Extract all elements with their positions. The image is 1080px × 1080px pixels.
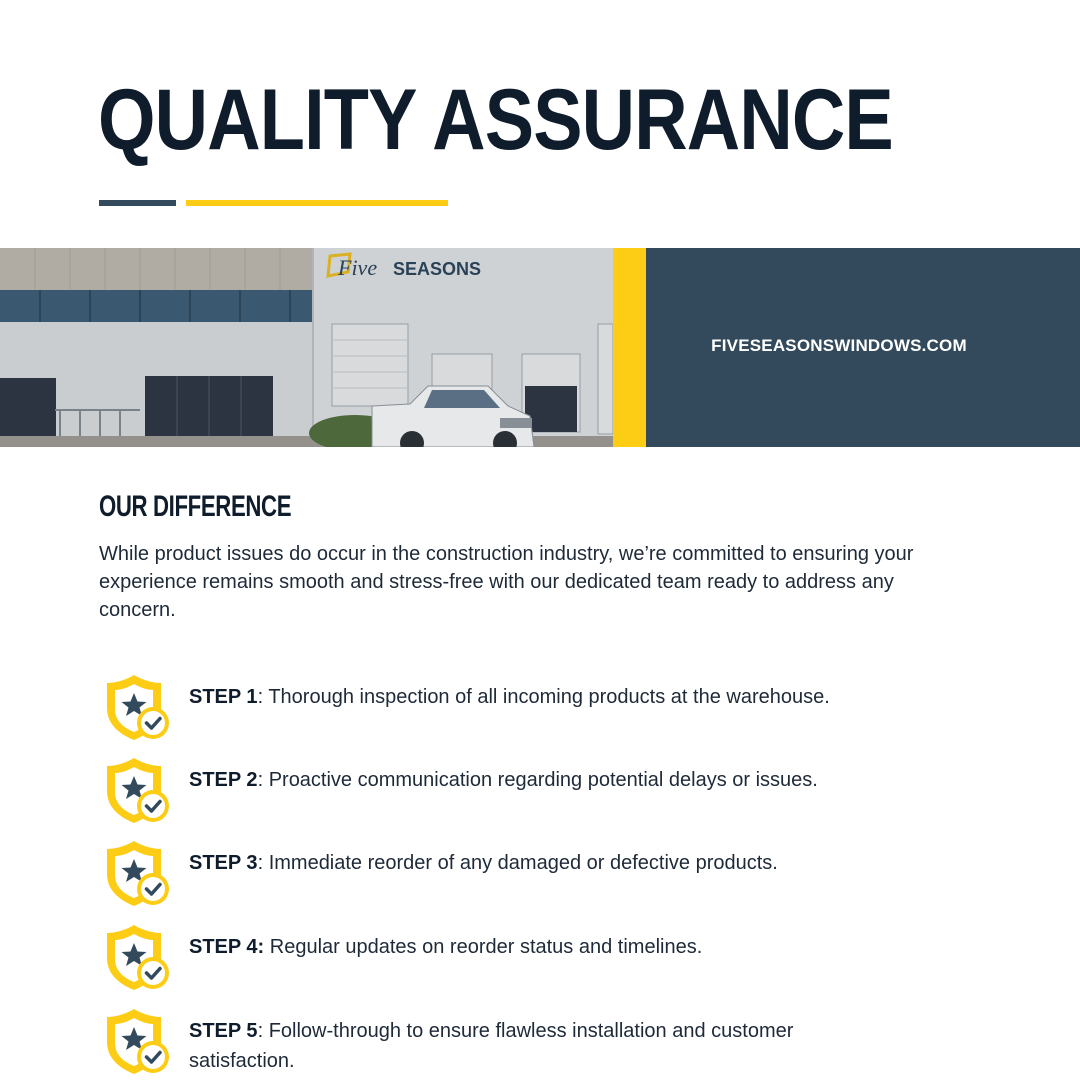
step-item: [104, 755, 984, 825]
step-text: [189, 1016, 889, 1076]
step-separator: :: [257, 769, 269, 791]
section-intro: While product issues do occur in the construction industry, we’re committed to ensuring your experience remains smooth and stress-free with our dedicated team ready to address any concern.: [99, 543, 914, 621]
step-description: Immediate reorder of any damaged or defective products.: [268, 852, 778, 874]
step-text: [189, 682, 889, 712]
shield-star-check-icon: [104, 755, 170, 825]
building-photo: [0, 248, 613, 447]
step-text: [189, 765, 889, 795]
sign-script: Five: [338, 255, 378, 280]
step-label: STEP 2: [189, 769, 258, 791]
step-label: STEP 5: [189, 1020, 258, 1042]
title-underline-dark: [99, 200, 176, 206]
step-label: STEP 1: [189, 686, 258, 708]
step-item: [104, 838, 984, 908]
step-description: Regular updates on reorder status and timelines.: [269, 936, 703, 958]
shield-star-check-icon: [104, 838, 170, 908]
step-item: [104, 672, 984, 742]
step-item: [104, 1006, 984, 1076]
banner: [0, 248, 1080, 447]
step-description: Follow-through to ensure flawless installation and customer satisfaction.: [189, 1020, 794, 1072]
step-label: STEP 3: [189, 852, 258, 874]
step-description: Thorough inspection of all incoming products at the warehouse.: [268, 686, 830, 708]
title-underline-yellow: [186, 200, 448, 206]
step-separator: :: [257, 686, 269, 708]
step-item: [104, 922, 984, 992]
step-text: [189, 848, 889, 878]
step-separator: :: [257, 1020, 269, 1042]
step-text: [189, 932, 889, 962]
section-heading: OUR DIFFERENCE: [99, 490, 292, 523]
banner-panel: [646, 248, 1080, 447]
banner-accent-band: [613, 248, 646, 447]
page-title: QUALITY ASSURANCE: [98, 72, 893, 168]
step-description: Proactive communication regarding potential delays or issues.: [268, 769, 818, 791]
shield-star-check-icon: [104, 1006, 170, 1076]
sign-text: SEASONS: [393, 259, 482, 279]
shield-star-check-icon: [104, 672, 170, 742]
step-label: STEP 4:: [189, 936, 265, 958]
shield-star-check-icon: [104, 922, 170, 992]
website-url[interactable]: FIVESEASONSWINDOWS.COM: [711, 336, 967, 355]
step-separator: :: [257, 852, 269, 874]
